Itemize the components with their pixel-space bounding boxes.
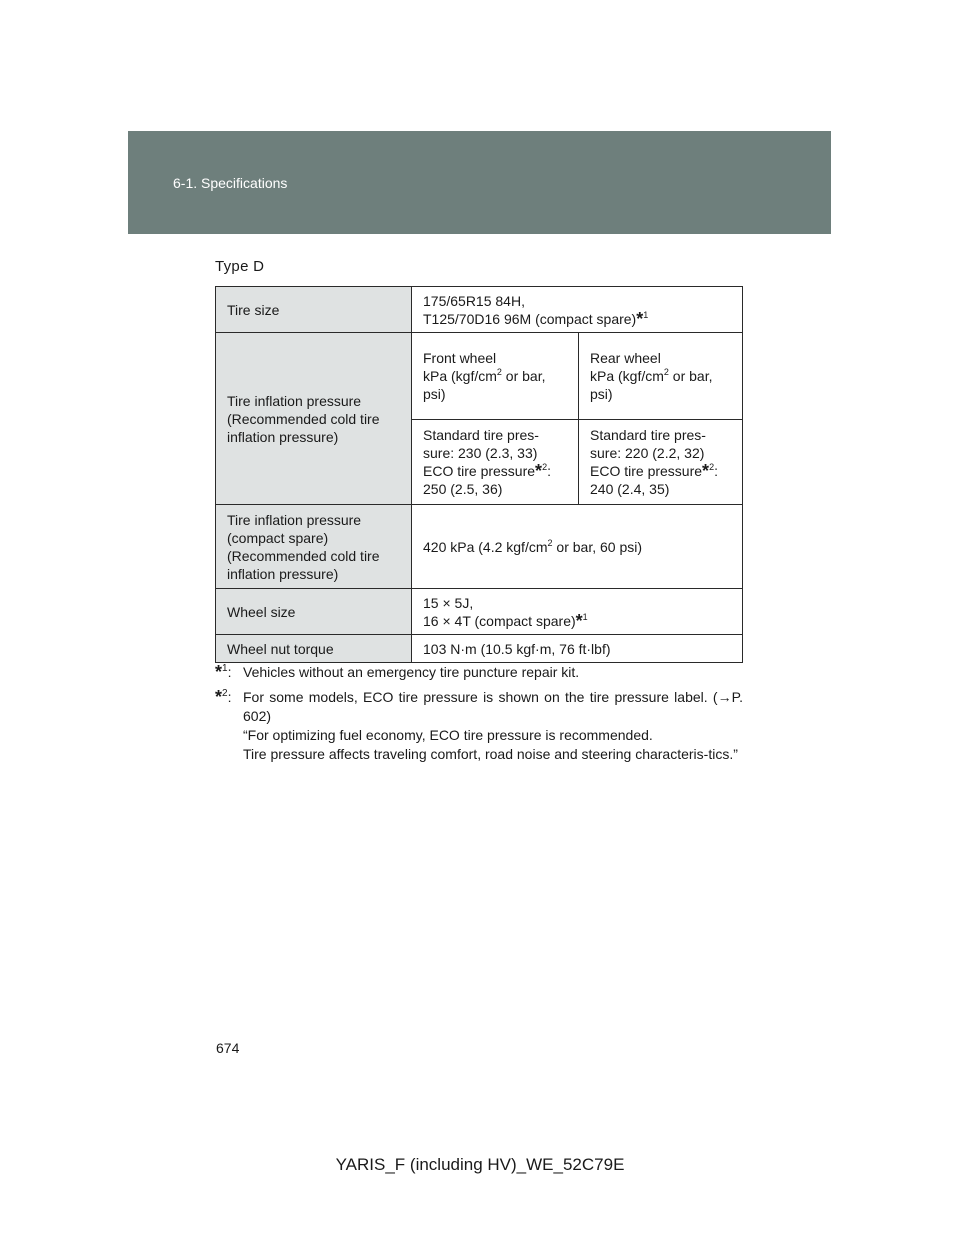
- pressure-label: Tire inflation pressure (Recommended cold tire inflation pressure): [216, 333, 412, 505]
- footnote-asterisk: *: [575, 610, 583, 631]
- section-header-bar: [128, 131, 831, 234]
- footnote-2: [215, 688, 743, 764]
- table-row-pressure-header: [216, 333, 743, 420]
- type-heading: Type D: [215, 258, 265, 275]
- tire-size-value: 175/65R15 84H, T125/70D16 96M (compact spare)*$^1$: [412, 287, 743, 333]
- footnote-marker: *$^2$:: [215, 687, 232, 707]
- page-number: 674: [216, 1040, 240, 1056]
- table-row-tire-size: [216, 287, 743, 333]
- footnote-1: [215, 663, 743, 682]
- footnotes: [215, 663, 743, 770]
- table-row-spare-pressure: [216, 505, 743, 589]
- rear-wheel-header: Rear wheel kPa ($kgf/cm^2$ or bar, psi): [579, 333, 743, 420]
- table-row-wheel-size: [216, 589, 743, 635]
- nut-torque-label: Wheel nut torque: [216, 635, 412, 663]
- rear-wheel-pressure: Standard tire pres- sure: 220 (2.2, 32) ECO tire pressure*$^2$: 240 (2.4, 35): [579, 420, 743, 505]
- footnote-marker: *$^1$:: [215, 662, 232, 682]
- footnote-text: For some models, ECO tire pressure is shown on the tire pressure label. (→P. 602) “For optimizing fuel economy, ECO tire pressure is recommended. Tire pressure affects traveling comfort, road noise and steering characteris-tics.”: [243, 689, 743, 762]
- table-row-nut-torque: [216, 635, 743, 663]
- spare-pressure-value: 420 kPa (4.2 kgf/$cm^2$ or bar, 60 psi): [412, 505, 743, 589]
- wheel-size-label: Wheel size: [216, 589, 412, 635]
- footnote-asterisk: *: [702, 461, 710, 481]
- footnote-text: Vehicles without an emergency tire puncture repair kit.: [243, 664, 580, 680]
- tire-size-label: Tire size: [216, 287, 412, 333]
- document-footer-id: YARIS_F (including HV)_WE_52C79E: [335, 1155, 625, 1174]
- footnote-asterisk: *: [535, 461, 543, 481]
- front-wheel-pressure: Standard tire pres- sure: 230 (2.3, 33) ECO tire pressure*$^2$: 250 (2.5, 36): [412, 420, 579, 505]
- footnote-asterisk: *: [636, 308, 644, 329]
- wheel-size-value: 15 × 5J, 16 × 4T (compact spare)*$^1$: [412, 589, 743, 635]
- nut-torque-value: 103 N·m (10.5 kgf·m, 76 ft·lbf): [412, 635, 743, 663]
- section-title: 6-1. Specifications: [173, 175, 288, 191]
- front-wheel-header: Front wheel kPa ($kgf/cm^2$ or bar, psi): [412, 333, 579, 420]
- spare-pressure-label: Tire inflation pressure (compact spare) (Recommended cold tire inflation pressure): [216, 505, 412, 589]
- tire-spec-table: [215, 286, 743, 663]
